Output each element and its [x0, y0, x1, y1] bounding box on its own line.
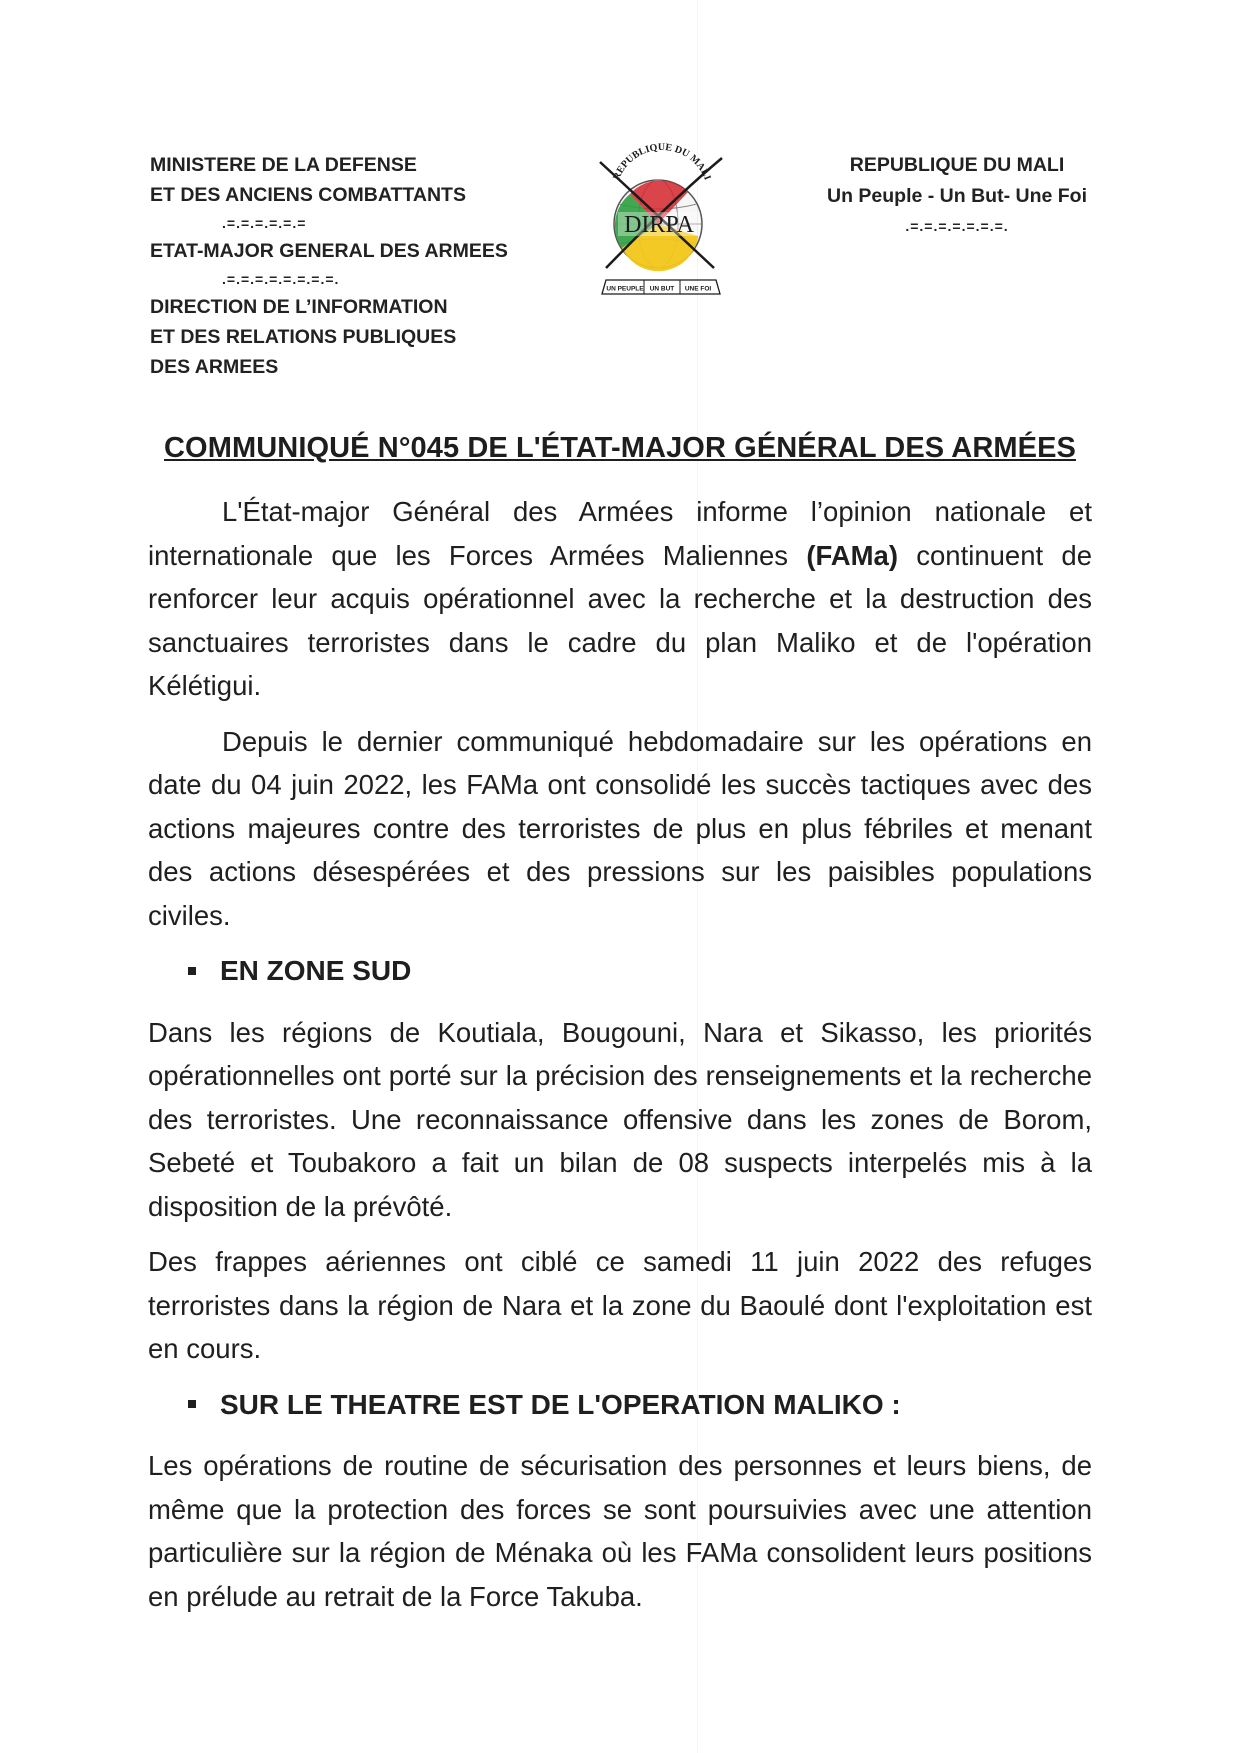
dirpa-logo: [592, 140, 730, 304]
direction-line-1: DIRECTION DE L’INFORMATION: [150, 296, 448, 318]
bullet-icon: [188, 967, 196, 975]
paragraph-weekly-summary: Depuis le dernier communiqué hebdomadaire sur les opérations en date du 04 juin 2022, les FAMa ont consolidé les succès tactiques avec des actions majeures contre des terroristes de plus en plus fébriles et menant des actions désespérées et des pressions sur les paisibles populations civiles.: [148, 725, 1092, 931]
bullet-icon: [188, 1400, 196, 1408]
text-run: L'État-major Général des Armées informe l’opinion nationale et internationale que les Forces Armées Maliennes: [148, 496, 1092, 571]
banner-text: UN PEUPLE: [606, 285, 644, 293]
separator: .=.=.=.=.=.=.=.: [905, 218, 1009, 234]
issuing-authority-block: [150, 150, 570, 382]
direction-line-3: DES ARMEES: [150, 356, 279, 378]
paragraph-intro: [148, 490, 1092, 708]
logo-title: DIRPA: [624, 212, 694, 238]
section-heading-text: SUR LE THEATRE EST DE L'OPERATION MALIKO :: [220, 1388, 901, 1420]
ministry-line-2: ET DES ANCIENS COMBATTANTS: [150, 184, 466, 206]
republic-name: REPUBLIQUE DU MALI: [849, 154, 1065, 176]
national-motto: Un Peuple - Un But- Une Foi: [827, 185, 1087, 207]
text-run: continuent de renforcer leur acquis opérationnel avec la recherche et la destruction des sanctuaires terroristes dans le cadre du plan Maliko et de l'opération Kélétigui.: [148, 539, 1092, 701]
separator: .=.=.=.=.=.=.=.=.: [222, 271, 340, 287]
republic-block: [812, 150, 1102, 240]
paragraph-south-operations: Dans les régions de Koutiala, Bougouni, Nara et Sikasso, les priorités opérationnelles ont porté sur la précision des renseignements et la recherche des terroristes. Une reconnaissance offensive dans les zones de Borom, Sebeté et Toubakoro a fait un bilan de 08 suspects interpelés mis à la disposition de la prévôté.: [148, 1016, 1092, 1222]
logo-top-text: REPUBLIQUE DU MALI: [611, 141, 713, 182]
general-staff-line: ETAT-MAJOR GENERAL DES ARMEES: [150, 240, 508, 262]
scan-fold-line: [697, 0, 698, 1753]
section-heading-east-theatre: [148, 1383, 1092, 1427]
separator: .=.=.=.=.=.=: [222, 215, 307, 231]
ministry-line-1: MINISTERE DE LA DEFENSE: [150, 154, 417, 176]
paragraph-east-operations: Les opérations de routine de sécurisation des personnes et leurs biens, de même que la protection des forces se sont poursuivies avec une attention particulière sur la région de Ménaka où les FAMa consolident leurs positions en prélude au retrait de la Force Takuba.: [148, 1450, 1092, 1612]
paragraph-air-strikes: Des frappes aériennes ont ciblé ce samedi 11 juin 2022 des refuges terroristes dans la région de Nara et la zone du Baoulé dont l'exploitation est en cours.: [148, 1246, 1092, 1364]
communique-title: COMMUNIQUÉ N°045 DE L'ÉTAT-MAJOR GÉNÉRAL DES ARMÉES: [164, 432, 1076, 464]
section-heading-south-zone: [148, 949, 1092, 993]
section-heading-text: EN ZONE SUD: [220, 955, 412, 986]
text-run-bold: (FAMa): [806, 539, 898, 571]
banner-text: UNE FOI: [684, 285, 712, 293]
direction-line-2: ET DES RELATIONS PUBLIQUES: [150, 326, 457, 348]
communique-body: [148, 490, 1092, 1630]
banner-text: UN BUT: [649, 285, 675, 293]
